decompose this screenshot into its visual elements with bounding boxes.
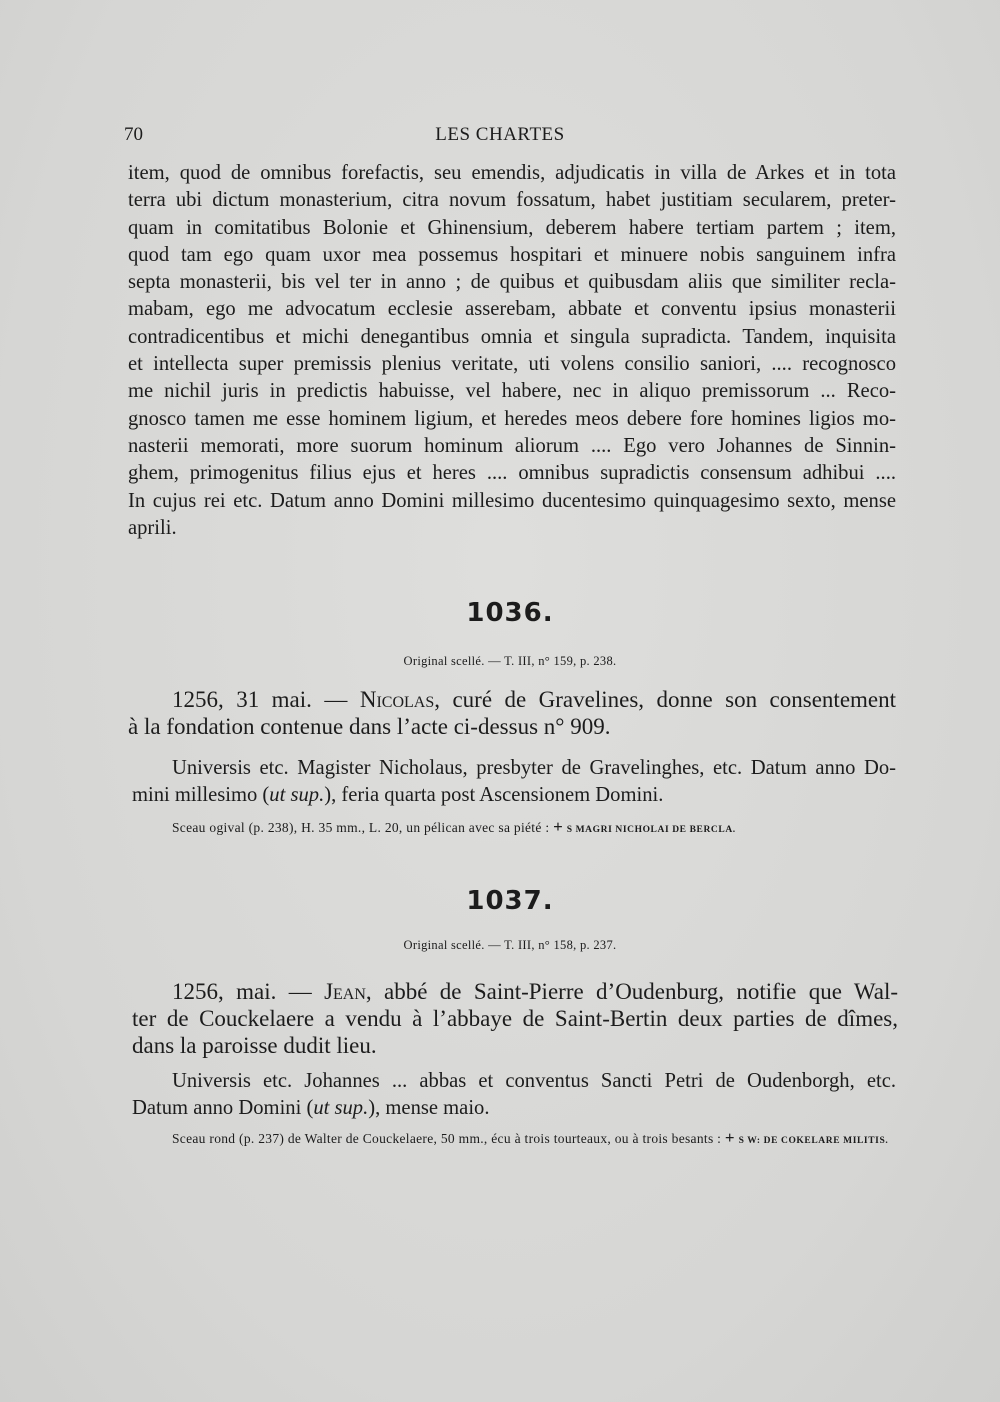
seal-description: [132, 1128, 900, 1151]
text-line: quod tam ego quam uxor mea possemus hospitari et minuere nobis sanguinem infra: [128, 243, 896, 266]
text-line: me nichil juris in predictis habuisse, vel habere, nec in aliquo premissorum ... Reco-: [128, 380, 896, 403]
summary-text: , curé de Gravelines, donne son consentement: [434, 687, 896, 712]
seal-description: [172, 817, 900, 840]
running-title: LES CHARTES: [435, 124, 565, 145]
charter-summary: [172, 978, 898, 1005]
seal-text: Sceau ogival (p. 238), H. 35 mm., L. 20, un pélican avec sa piété :: [172, 820, 550, 835]
person-name: Jean: [324, 979, 366, 1004]
dash: —: [324, 687, 348, 712]
summary-continuation: [132, 1005, 898, 1059]
charter-date: 1256, mai.: [172, 979, 277, 1004]
summary-continuation: [128, 713, 896, 740]
text-line: Universis etc. Johannes ... abbas et conventus Sancti Petri de Oudenborgh, etc.: [172, 1070, 896, 1092]
charter-source: Original scellé. — T. III, n° 159, p. 238.: [403, 654, 617, 668]
charter-body: [172, 755, 896, 782]
summary-text: , abbé de Saint-Pierre d’Oudenburg, notifie que Wal-: [365, 979, 898, 1004]
charter-number: 1037.: [466, 886, 554, 916]
text-line: terra ubi dictum monasterium, citra novum fossatum, habet justitiam secularem, preter-: [128, 189, 896, 212]
seal-text: Sceau rond (p. 237) de Walter de Couckelaere, 50 mm., écu à trois tourteaux, ou à trois besants :: [172, 1131, 722, 1146]
text-line: nasterii memorati, more suorum hominum aliorum .... Ego vero Johannes de Sinnin-: [128, 434, 896, 457]
text-line: aprili.: [128, 516, 177, 539]
charter-body-cont: [132, 1095, 896, 1122]
seal-legend: S MAGRI NICHOLAI DE BERCLA.: [566, 825, 736, 835]
charter-date: 1256, 31 mai.: [172, 687, 312, 712]
charter-summary: [172, 686, 896, 713]
person-name: Nicolas: [359, 687, 435, 712]
italic-abbrev: ut sup.: [269, 784, 325, 806]
text-line: In cujus rei etc. Datum anno Domini millesimo ducentesimo quinquagesimo sexto, mense: [128, 489, 896, 512]
text-segment: ), mense maio.: [368, 1097, 490, 1119]
page-number: 70: [124, 124, 143, 145]
continuation-text: [128, 160, 896, 542]
summary-line: à la fondation contenue dans l’acte ci-dessus n° 909.: [128, 714, 611, 739]
text-line: contradicentibus et michi denegantibus omnia et singula supradicta. Tandem, inquisita: [128, 325, 896, 348]
text-line: mabam, ego me advocatum ecclesie asserebam, abbate et conventu ipsius monasterii: [128, 298, 896, 321]
text-line: gnosco tamen me esse hominem ligium, et heredes meos debere fore homines ligios mo-: [128, 407, 896, 430]
dash: —: [288, 979, 312, 1004]
summary-line: dans la paroisse dudit lieu.: [132, 1033, 377, 1058]
text-line: ghem, primogenitus filius ejus et heres .... omnibus supradictis consensum adhibui ....: [128, 462, 896, 485]
text-line: item, quod de omnibus forefactis, seu emendis, adjudicatis in villa de Arkes et in tota: [128, 162, 896, 184]
charter-source: Original scellé. — T. III, n° 158, p. 237.: [403, 938, 617, 952]
page-header: [120, 124, 880, 150]
text-line: quam in comitatibus Bolonie et Ghinensium, deberem habere tertiam partem ; item,: [128, 216, 896, 239]
seal-legend: S W: DE COKELARE MILITIS.: [738, 1136, 889, 1146]
text-segment: ), feria quarta post Ascensionem Domini.: [324, 784, 664, 806]
summary-line: [172, 978, 898, 1005]
summary-line: [172, 686, 896, 713]
charter-body: [172, 1068, 896, 1095]
charter-body-cont: [132, 782, 896, 809]
cross-icon: +: [724, 1128, 735, 1147]
text-line: septa monasterii, bis vel ter in anno ; de quibus et quibusdam aliis que similiter recla-: [128, 271, 896, 294]
continuation-paragraph: [128, 160, 896, 542]
text-line: Universis etc. Magister Nicholaus, presbyter de Gravelinghes, etc. Datum anno Do-: [172, 757, 896, 779]
charter-number: 1036.: [466, 598, 554, 628]
text-segment: mini millesimo (: [132, 784, 270, 806]
text-line: [132, 1095, 896, 1122]
text-line: et intellecta super premissis plenius veritate, uti volens consilio saniori, .... recognosco: [128, 353, 896, 376]
cross-icon: +: [553, 817, 564, 836]
text-segment: Datum anno Domini (: [132, 1097, 314, 1119]
italic-abbrev: ut sup.: [313, 1097, 369, 1119]
text-line: [132, 782, 896, 809]
summary-line: ter de Couckelaere a vendu à l’abbaye de Saint-Bertin deux parties de dîmes,: [132, 1006, 898, 1031]
